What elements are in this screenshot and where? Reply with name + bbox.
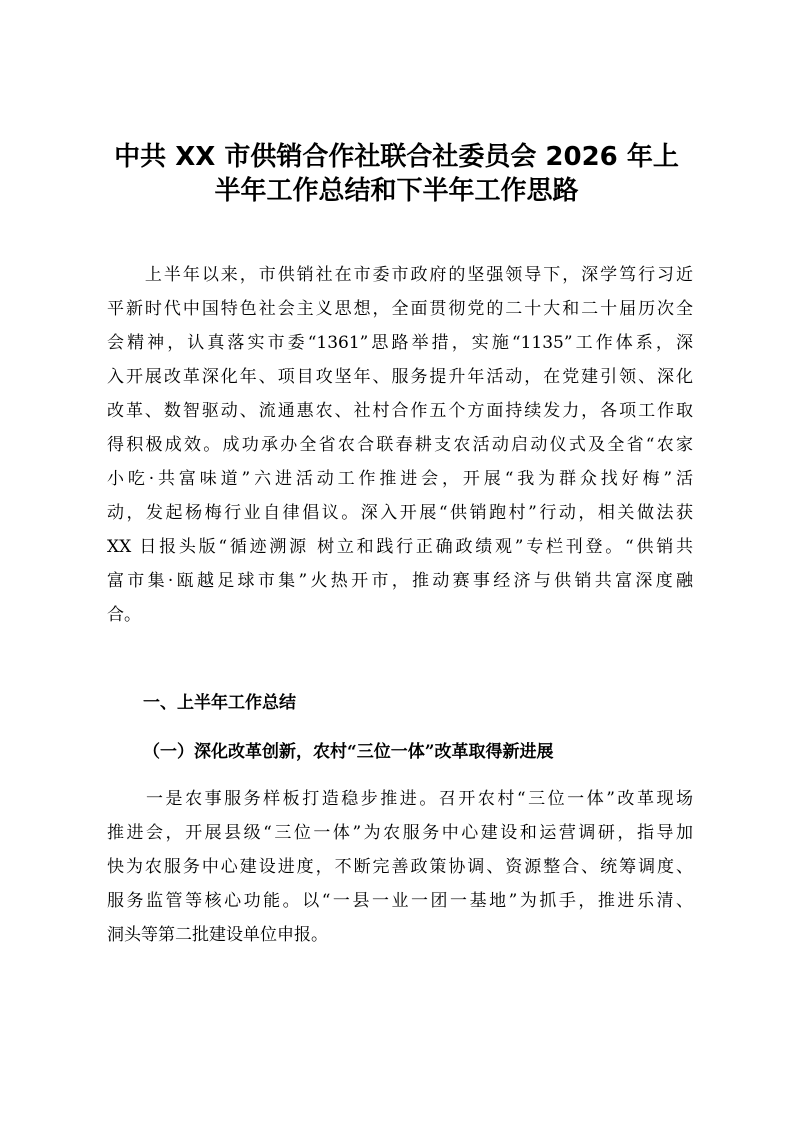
text-line: 改革、数智驱动、流通惠农、社村合作五个方面持续发力，各项工作取 bbox=[107, 401, 693, 421]
intro-paragraph bbox=[107, 258, 693, 632]
text-line: 入开展改革深化年、项目攻坚年、服务提升年活动，在党建引领、深化 bbox=[107, 367, 693, 387]
text-line: 平新时代中国特色社会主义思想，全面贯彻党的二十大和二十届历次全 bbox=[107, 299, 693, 319]
title-line: 中共 XX 市供销合作社联合社委员会 2026 年上 bbox=[114, 142, 679, 172]
document-title bbox=[100, 140, 693, 208]
subsection-heading: （一）深化改革创新，农村“三位一体”改革取得新进展 bbox=[143, 742, 554, 762]
text-line: 小吃·共富味道”六进活动工作推进会，开展“我为群众找好梅”活 bbox=[107, 469, 693, 489]
text-line: 得积极成效。成功承办全省农合联春耕支农活动启动仪式及全省“农家 bbox=[107, 435, 693, 455]
text-line: 上半年以来，市供销社在市委市政府的坚强领导下，深学笃行习近 bbox=[107, 265, 693, 285]
text-line: 服务监管等核心功能。以“一县一业一团一基地”为抓手，推进乐清、 bbox=[107, 891, 693, 911]
section-heading: 一、上半年工作总结 bbox=[143, 693, 296, 713]
text-line: 一是农事服务样板打造稳步推进。召开农村“三位一体”改革现场 bbox=[107, 789, 693, 809]
title-line: 半年工作总结和下半年工作思路 bbox=[214, 176, 579, 206]
text-line: 会精神，认真落实市委“1361”思路举措，实施“1135”工作体系，深 bbox=[107, 333, 693, 353]
text-line: 富市集·瓯越足球市集”火热开市，推动赛事经济与供销共富深度融 bbox=[107, 571, 693, 591]
text-line: 动，发起杨梅行业自律倡议。深入开展“供销跑村”行动，相关做法获 bbox=[107, 503, 693, 523]
text-line: 推进会，开展县级“三位一体”为农服务中心建设和运营调研，指导加 bbox=[107, 823, 693, 843]
text-line: 合。 bbox=[107, 605, 141, 625]
text-line: XX 日报头版“循迹溯源 树立和践行正确政绩观”专栏刊登。“供销共 bbox=[107, 537, 693, 557]
body-paragraph bbox=[107, 782, 693, 952]
text-line: 快为农服务中心建设进度，不断完善政策协调、资源整合、统筹调度、 bbox=[107, 857, 693, 877]
text-line: 洞头等第二批建设单位申报。 bbox=[107, 925, 328, 945]
